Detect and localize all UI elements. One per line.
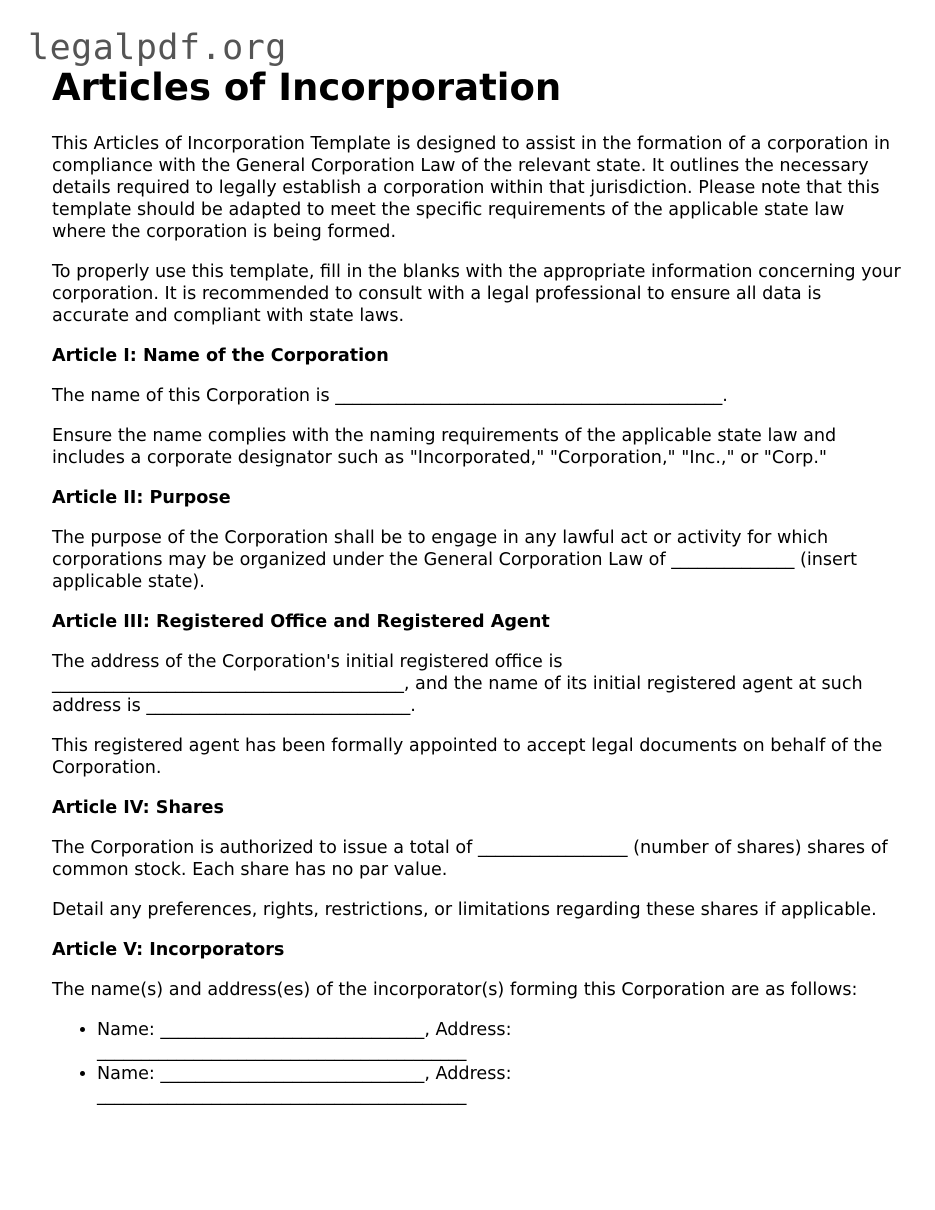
article-1-note: Ensure the name complies with the naming requirements of the applicable state law and includes a corporate designator such as "Incorporated," "Corporation," "Inc.," or "Corp." — [52, 426, 837, 468]
article-5-heading: Article V: Incorporators — [52, 940, 285, 960]
watermark: legalpdf.org — [28, 28, 287, 68]
article-1-heading: Article I: Name of the Corporation — [52, 346, 389, 366]
article-3-heading: Article III: Registered Office and Registered Agent — [52, 612, 550, 632]
article-2-purpose: The purpose of the Corporation shall be to engage in any lawful act or activity for which corporations may be organized under the General Corporation Law of ______________ (insert applicable state). — [52, 528, 858, 592]
article-3-agent-note: This registered agent has been formally appointed to accept legal documents on behalf of the Corporation. — [52, 736, 883, 778]
article-5-intro: The name(s) and address(es) of the incorporator(s) forming this Corporation are as follows: — [52, 980, 858, 1000]
incorporator-item: • Name: ______________________________, Address: __________________________________________ — [97, 1063, 552, 1107]
article-4-heading: Article IV: Shares — [52, 798, 224, 818]
article-2-heading: Article II: Purpose — [52, 488, 231, 508]
article-3-office: The address of the Corporation's initial registered office is ________________________________________, and the name of its initial registered agent at such address is ______________________________. — [52, 652, 863, 716]
intro-paragraph: This Articles of Incorporation Template is designed to assist in the formation of a corporation in compliance with the General Corporation Law of the relevant state. It outlines the necessary details required to legally establish a corporation within that jurisdiction. Please note that this template should be adapted to meet the specific requirements of the applicable state law where the corporation is being formed. — [52, 134, 890, 242]
document-page — [52, 64, 902, 1107]
article-4-shares: The Corporation is authorized to issue a total of _________________ (number of shares) shares of common stock. Each share has no par value. — [52, 838, 888, 880]
article-4-note: Detail any preferences, rights, restrictions, or limitations regarding these shares if applicable. — [52, 900, 877, 920]
incorporator-list — [52, 1019, 902, 1107]
intro-paragraph: To properly use this template, fill in the blanks with the appropriate information concerning your corporation. It is recommended to consult with a legal professional to ensure all data is accurate and compliant with state laws. — [52, 262, 901, 326]
article-1-name-line: The name of this Corporation is ____________________________________________. — [52, 386, 728, 406]
document-title: Articles of Incorporation — [52, 66, 562, 109]
incorporator-item: • Name: ______________________________, Address: __________________________________________ — [97, 1019, 552, 1063]
